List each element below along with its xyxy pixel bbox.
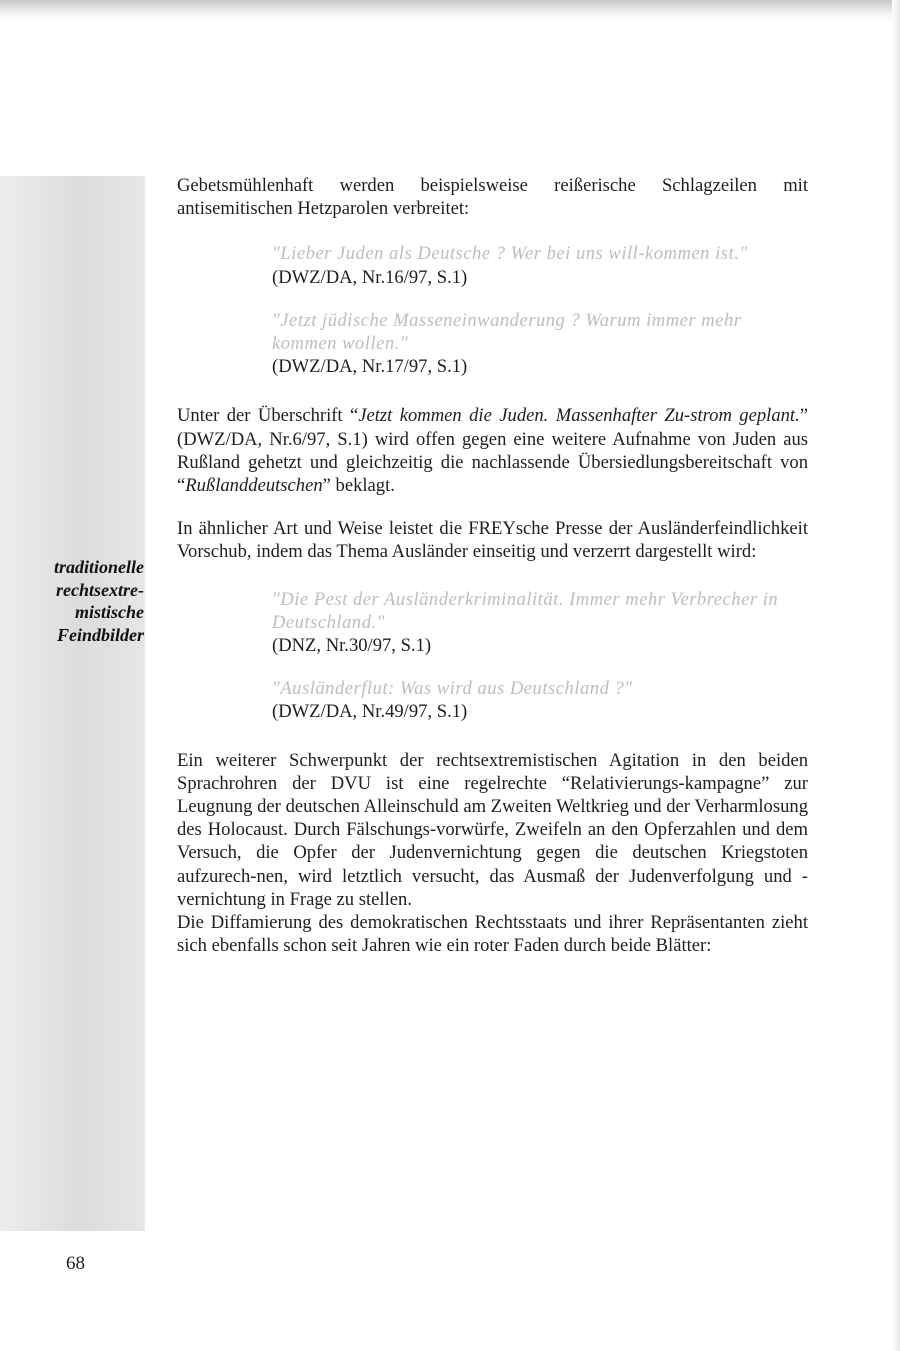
page-right-edge bbox=[892, 0, 900, 1351]
paragraph-auslaender: In ähnlicher Art und Weise leistet die FREYsche Presse der Ausländerfeindlichkeit Vorschub, indem das Thema Ausländer einseitig und verzerrt dargestellt wird: bbox=[177, 518, 808, 563]
quote-source: (DWZ/DA, Nr.17/97, S.1) bbox=[272, 356, 468, 378]
headline-quote: "Ausländerflut: Was wird aus Deutschland ?" bbox=[272, 678, 633, 700]
quote-source: (DWZ/DA, Nr.49/97, S.1) bbox=[272, 701, 468, 723]
italic-term: Rußlanddeutschen bbox=[185, 475, 323, 497]
headline-quote: "Die Pest der Ausländerkriminalität. Immer mehr Verbrecher in Deutschland." bbox=[272, 588, 779, 633]
margin-sidebar bbox=[0, 176, 145, 1231]
quote-source: (DWZ/DA, Nr.16/97, S.1) bbox=[272, 266, 468, 288]
headline-quote: "Jetzt jüdische Masseneinwanderung ? Warum immer mehr kommen wollen." bbox=[272, 309, 742, 355]
page-top-shadow bbox=[0, 0, 900, 22]
text-run: ” beklagt. bbox=[322, 475, 395, 497]
margin-label-line: traditionelle bbox=[54, 557, 144, 577]
intro-paragraph: Gebetsmühlenhaft werden beispielsweise reißerische Schlagzeilen mit antisemitischen Hetzparolen verbreitet: bbox=[177, 175, 808, 220]
quote-source: (DNZ, Nr.30/97, S.1) bbox=[272, 635, 432, 657]
margin-label-line: Feindbilder bbox=[56, 624, 144, 645]
margin-label-line: rechtsextre- bbox=[56, 579, 144, 600]
quote-block bbox=[272, 677, 808, 723]
quote-block bbox=[272, 242, 808, 288]
margin-label bbox=[14, 556, 144, 646]
headline-quote: "Lieber Juden als Deutsche ? Wer bei uns will-kommen ist." bbox=[272, 243, 748, 265]
quote-block bbox=[272, 309, 808, 379]
paragraph-relativierung: Ein weiterer Schwerpunkt der rechtsextremistischen Agitation in den beiden Sprachrohren der DVU ist eine regelrechte “Relativierungs-kampagne” zur Leugnung der deutschen Alleinschuld am Zweiten Weltkrieg und der Verharmlosung des Holocaust. Durch Fälschungs-vorwürfe, Zweifeln an den Opferzahlen und dem Versuch, die Opfer der Judenvernichtung gegen die deutschen Kriegstoten aufzurech-nen, wird letztlich versucht, das Ausmaß der Judenverfolgung und -vernichtung in Frage zu stellen. bbox=[177, 749, 808, 910]
text-run: ” (DWZ/DA, Nr.6/97, S.1) wird offen gegen eine weitere Aufnahme von Juden aus Rußland gehetzt und gleichzeitig die nachlassende Übersiedlungsbereitschaft von “ bbox=[177, 405, 808, 497]
quote-block bbox=[272, 588, 808, 658]
margin-label-line: mistische bbox=[74, 602, 144, 622]
text-run: Unter der Überschrift “ bbox=[177, 405, 359, 427]
italic-title: Jetzt kommen die Juden. Massenhafter Zu-strom geplant. bbox=[358, 405, 800, 427]
paragraph-ueberschrift bbox=[177, 404, 808, 497]
main-text bbox=[177, 174, 808, 957]
page-number: 68 bbox=[66, 1253, 85, 1274]
paragraph-diffamierung: Die Diffamierung des demokratischen Rechtsstaats und ihrer Repräsentanten zieht sich ebenfalls schon seit Jahren wie ein roter Faden durch beide Blätter: bbox=[177, 912, 808, 957]
